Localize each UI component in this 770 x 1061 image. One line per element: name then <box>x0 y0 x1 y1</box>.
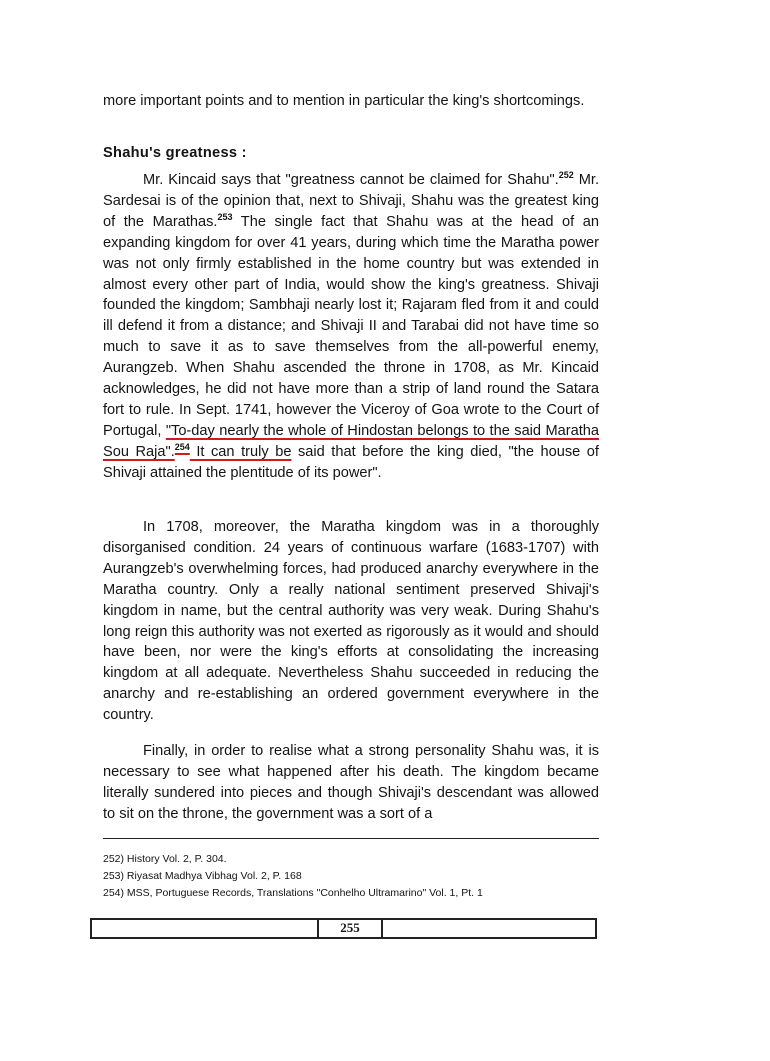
footnote-ref-253: 253 <box>217 211 233 222</box>
page-number: 255 <box>317 918 383 939</box>
underlined-tail: It can truly be <box>189 443 292 460</box>
paragraph-2: In 1708, moreover, the Maratha kingdom was in a thoroughly disorganised condition. 24 years of continuous warfare (1683-1707) with Aurangzeb's overwhelming forces, had produced anarchy everywhere in the Maratha country. Only a really national sentiment preserved Shivaji's kingdom in name, but the central authority was very weak. During Shahu's long reign this authority was not exerted as rigorously as it would and should have been, nor were the king's efforts at consolidating the increasing kingdom at all adequate. Nevertheless Shahu succeeded in reducing the anarchy and re-establishing an ordered government everywhere in the country. <box>103 519 599 724</box>
footnote-ref-252: 252 <box>558 170 574 181</box>
p1-text-c: The single fact that Shahu was at the head of an expanding kingdom for over 41 years, during which time the Maratha power was not only firmly established in the home country but was extended in almost every other part of India, would show the king's greatness. Shivaji founded the kingdom; Sambhaji nearly lost it; Rajaram fled from it and could ill defend it from a distance; and Shivaji II and Tarabai did not have time so much to save it as to save themselves from the all-powerful enemy, Aurangzeb. When Shahu ascended the throne in 1708, as Mr. Kincaid acknowledges, he did not have more than a strip of land round the Satara fort to rule. In Sept. 1741, however the Viceroy of Goa wrote to the Court of Portugal, <box>103 213 599 439</box>
paragraph-1 <box>103 170 599 484</box>
section-heading: Shahu's greatness : <box>103 145 247 161</box>
footnote-254: 254) MSS, Portuguese Records, Translations "Conhelho Ultramarino" Vol. 1, Pt. 1 <box>103 887 483 899</box>
footnote-253: 253) Riyasat Madhya Vibhag Vol. 2, P. 168 <box>103 870 302 882</box>
footnote-ref-254: 254 <box>174 441 190 452</box>
paragraph-3: Finally, in order to realise what a strong personality Shahu was, it is necessary to see what happened after his death. The kingdom became literally sundered into pieces and though Shivaji's descendant was allowed to sit on the throne, the government was a sort of a <box>103 743 599 822</box>
intro-text: more important points and to mention in particular the king's shortcomings. <box>103 93 585 109</box>
footnotes <box>103 851 483 902</box>
p1-text-b: Mr. Sardesai is of the opinion that, next to Shivaji, Shahu was the greatest king of the Marathas. <box>103 172 599 230</box>
underlined-quote: "To-day nearly the whole of Hindostan belongs to the said Maratha Sou Raja". <box>103 422 600 460</box>
page-number-box <box>90 918 597 939</box>
p1-text-d: said that before the king died, "the house of Shivaji attained the plentitude of its power". <box>103 443 599 481</box>
footnote-divider <box>103 838 599 839</box>
p1-text-a: Mr. Kincaid says that "greatness cannot be claimed for Shahu". <box>143 172 559 188</box>
footnote-252: 252) History Vol. 2, P. 304. <box>103 853 227 865</box>
